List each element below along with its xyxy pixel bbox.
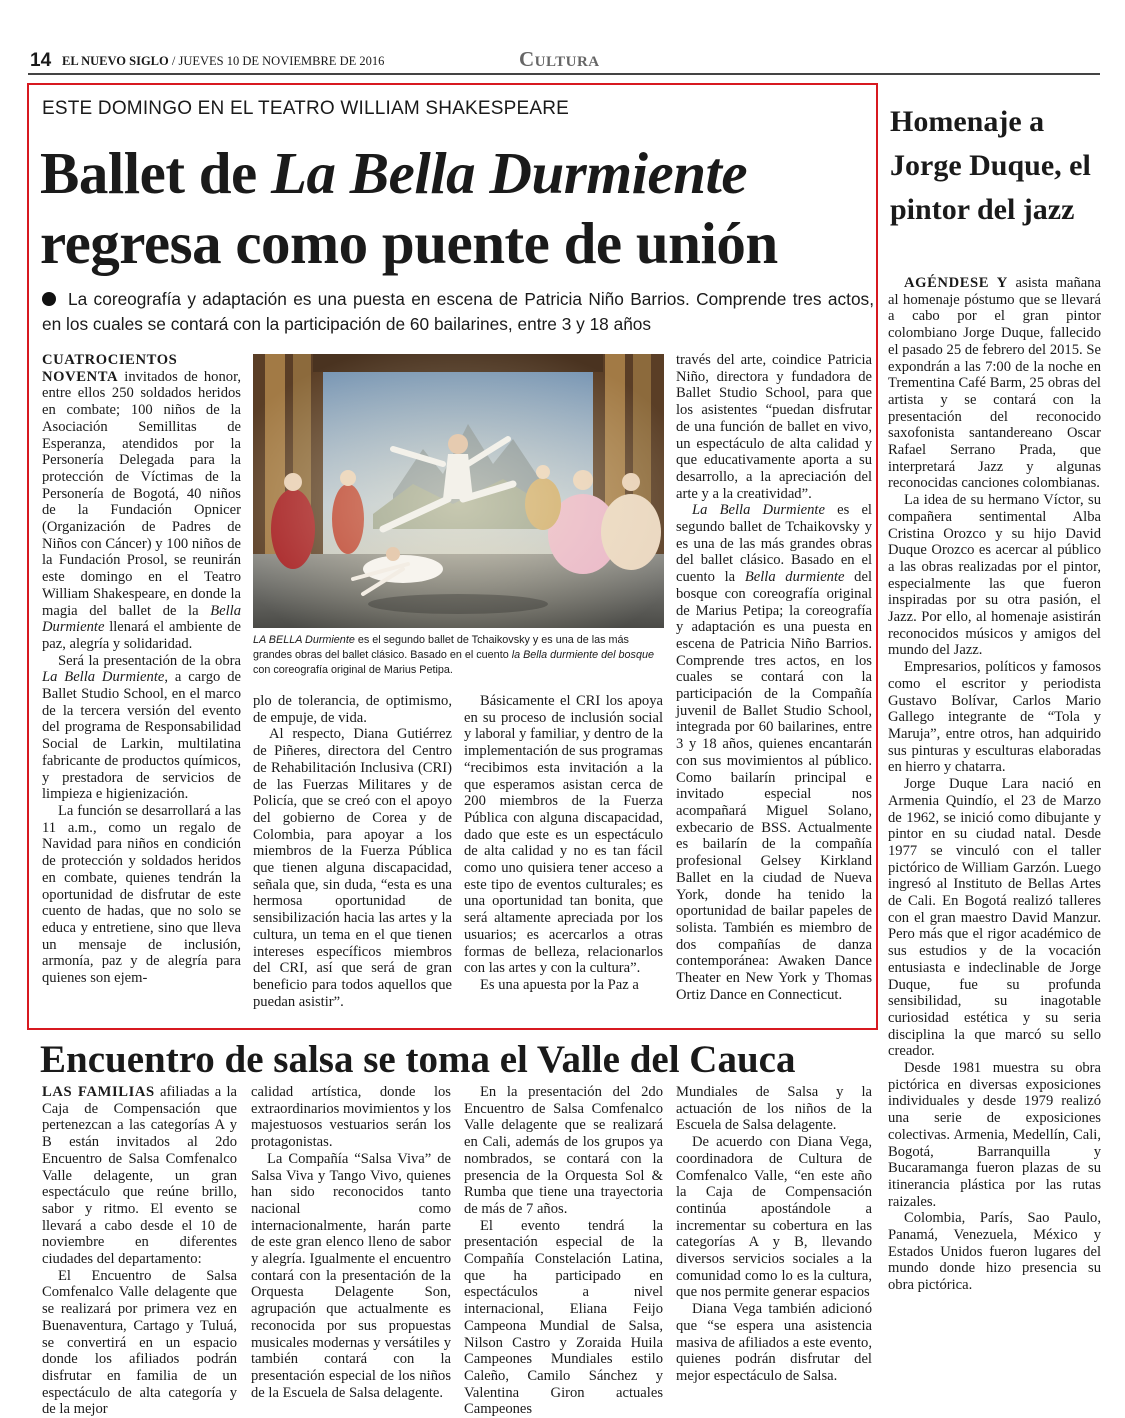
paragraph: Mundiales de Salsa y la actuación de los niños de la Escuela de Salsa delagente.	[676, 1084, 872, 1134]
paragraph: Jorge Duque Lara nació en Armenia Quindío, el 23 de Marzo de 1962, se inició como dibujante y pintor en su ciudad natal. Desde 1977 se vinculó con el taller pictórico de William Garzón. Luego ingresó al Instituto de Bellas Artes de Cali. En Bogotá realizó talleres con el gran maestro David Manzur. Pero más que el rigor académico de sus estudios y de la vocación entusiasta e indeclinable de Jorge Duque, fue su profunda sensibilidad, su inagotable curiosidad estética y su seria disciplina la que marcó su sello creador.	[888, 776, 1101, 1060]
publication-info	[62, 54, 384, 69]
italic-span: LA BELLA Durmiente	[253, 634, 355, 646]
text-span: llenará el ambiente de paz, alegría y solidaridad.	[42, 619, 241, 652]
text-span: del bosque con coreografía original de Marius Petipa; la coreografía y adaptación es una puesta en escena de Patricia Niño Barrios. Comprende tres actos, en los cuales se contará con la participación de la Compañía juvenil de Ballet Studio School, integrada por 60 bailarines, entre 3 y 18 años, quienes encantarán con sus movimientos al público. Como bailarín principal e invitado especial nos acompañará Miguel Solano, exbecario de BSS. Actualmente es bailarín de la compañía profesional Gelsey Kirkland Ballet en la ciudad de Nueva York, donde ha tenido la oportunidad de bailar papeles de solista. También es miembro de dos compañías de danza contemporánea: Awaken Dance Theater en New York y Thomas Ortiz Dance en Connecticut.	[676, 569, 873, 1003]
deck-text: La coreografía y adaptación es una puesta en escena de Patricia Niño Barrios. Comprende tres actos, en los cuales se contará con la participación de 60 bailarines, entre 3 y 18 años	[42, 289, 874, 334]
bottom-column-3	[464, 1084, 663, 1418]
text-span: es el segundo ballet de Tchaikovsky y es una de las más grandes obras del ballet clásico. Basado en el cuento la	[676, 502, 872, 586]
headline-part2: regresa como puente de unión	[40, 210, 778, 276]
paragraph: La función se desarrollará a las 11 a.m., como un regalo de Navidad para niños en condición de protección y soldados heridos en combate, quienes tendrán la oportunidad de disfrutar de este cuento de hadas, que no solo se educa y entretiene, sino que lleva un mensaje de inclusión, armonía, paz y de alegría para quienes son ejem-	[42, 802, 241, 987]
bottom-headline: Encuentro de salsa se toma el Valle del Cauca	[40, 1038, 796, 1081]
ballet-photo	[253, 354, 664, 628]
text-span: con coreografía original de Marius Petipa.	[253, 664, 453, 676]
text-span: es el segundo ballet de Tchaikovsky y es una de las más grandes obras del ballet clásico. Basado en el cuento	[253, 634, 629, 661]
main-column-2	[253, 693, 452, 1010]
masthead-rule	[28, 73, 1100, 75]
paragraph: Desde 1981 muestra su obra pictórica en diversas exposiciones individuales y desde 1979 realizó una serie de exposiciones colectivas. Armenia, Medellín, Cali, Bogotá, Barranquilla y Bucaramanga fueron plazas de su itinerancia plástica por las rutas raizales.	[888, 1060, 1101, 1210]
paragraph: calidad artística, donde los extraordinarios movimientos y los majestuosos vestuarios serán los protagonistas.	[251, 1084, 451, 1151]
paragraph	[676, 502, 872, 1003]
paragraph: Diana Vega también adicionó que “se espera una asistencia masiva de afiliados a este evento, quienes podrán disfrutar del mejor espectáculo de Salsa.	[676, 1301, 872, 1384]
main-column-3	[464, 693, 663, 994]
newspaper-name: EL NUEVO SIGLO	[62, 54, 169, 68]
sidebar-headline: Homenaje a Jorge Duque, el pintor del jazz	[890, 105, 1091, 226]
bullet-icon	[42, 292, 56, 306]
paragraph: Colombia, París, Sao Paulo, Panamá, Venezuela, México y Estados Unidos fueron lugares del mundo donde hizo presencia su obra pictórica.	[888, 1210, 1101, 1294]
paragraph	[42, 352, 241, 653]
bottom-column-1	[42, 1084, 237, 1418]
paragraph: De acuerdo con Diana Vega, coordinadora de Cultura de Comfenalco Valle, “en este año la Caja de Compensación continúa apostándole a incrementar su cobertura en las categorías A y B, llevando diversos servicios sociales a la comunidad como lo es la cultura, que nos permite generar espacios	[676, 1134, 872, 1301]
paragraph	[888, 275, 1101, 492]
paragraph: través del arte, coindice Patricia Niño, directora y fundadora de Ballet Studio School, para que los asistentes “puedan disfrutar de una función de ballet en vivo, un espectáculo de alta calidad y que educativamente aporta a su desarrollo, a la apreciación del arte y a la creatividad”.	[676, 352, 872, 502]
headline-part1: Ballet de	[40, 140, 271, 206]
italic-span: Bella durmiente	[744, 569, 845, 586]
paragraph: La Compañía “Salsa Viva” de Salsa Viva y Tango Vivo, quienes han sido reconocidos tanto nacional como internacionalmente, harán parte de este gran elenco lleno de sabor y alegría. Igualmente el encuentro contará con la presentación de la Orquesta Delagente Son, agrupación que actualmente es reconocida por sus propuestas musicales modernas y versátiles y también contará con la presentación especial de los niños de la Escuela de Salsa delagente.	[251, 1150, 451, 1401]
page-number: 14	[30, 50, 52, 71]
text-span: afiliadas a la Caja de Compensación que pertenezcan a las categorías A y B están invitados al 2do Encuentro de Salsa Comfenalco Valle delagente, un gran espectáculo que reúne brillo, sabor y ritmo. El evento se llevará a cabo desde el 10 de noviembre en diferentes ciudades del departamento:	[42, 1084, 237, 1268]
lead-words: CUATROCIENTOS NOVENTA	[42, 352, 178, 385]
text-span: Será la presentación de la obra	[58, 652, 241, 669]
paragraph: La idea de su hermano Víctor, su compañera sentimental Alba Cristina Orozco y su hijo David Duque Orozco es acercar al público a las obras realizadas por el pintor, especialmente las que fueron inspiradas por su otra pasión, el Jazz. Por ello, al homenaje asistirán reconocidos músicos y amigos del mundo del Jazz.	[888, 492, 1101, 659]
issue-date: / JUEVES 10 DE NOVIEMBRE DE 2016	[171, 54, 385, 68]
main-column-1	[42, 352, 241, 987]
lead-words: LAS FAMILIAS	[42, 1084, 155, 1100]
paragraph: plo de tolerancia, de optimismo, de empuje, de vida.	[253, 693, 452, 726]
headline-italic: La Bella Durmiente	[270, 140, 748, 206]
paragraph	[42, 653, 241, 803]
text-span: asista mañana al homenaje póstumo que se llevará a cabo por el gran pintor colombiano Jorge Duque, fallecido el pasado 25 de febrero del 2015. Se expondrán a las 7:00 de la noche en Trementina Café Barm, 25 obras del artista y se contará con la presentación del reconocido saxofonista santandereano Oscar Rafael Serrano Prada, que interpretará Jazz y algunas reconocidas canciones colombianas.	[888, 275, 1101, 492]
paragraph	[42, 1084, 237, 1268]
paragraph: El evento tendrá la presentación especial de la Compañía Constelación Latina, que ha participado en espectáculos a nivel internacional, Eliana Feijo Campeona Mundial de Salsa, Nilson Castro y Zoraida Huila Campeones Mundiales estilo Caleño, Camilo Sánchez y Valentina Giron actuales Campeones	[464, 1217, 663, 1418]
paragraph: En la presentación del 2do Encuentro de Salsa Comfenalco Valle delagente que se realizará en Cali, además de los grupos ya nombrados, se contará con la presencia de la Orquesta Sol & Rumba que tiene una trayectoria de más de 7 años.	[464, 1084, 663, 1217]
bottom-column-4	[676, 1084, 872, 1385]
section-title: Cultura	[519, 47, 600, 71]
article-deck	[42, 287, 874, 337]
italic-span: Bella Durmiente	[42, 602, 241, 636]
sidebar-column	[888, 275, 1101, 1294]
main-column-4	[676, 352, 872, 1003]
ballet-scene-image	[253, 354, 664, 628]
paragraph: Básicamente el CRI los apoya en su proceso de inclusión social y laboral y familiar, y dentro de la implementación de sus programas “recibimos esta invitación a la que esperamos asistan cerca de 200 miembros de la Fuerza Pública con alguna discapacidad, dado que este es un espectáculo de alta calidad y no es tan fácil como uno quisiera tener acceso a este tipo de eventos culturales; es una oportunidad tan bonita, que será altamente apreciada por los usuarios; es acercarlos a otras formas de belleza, relacionarlos con las artes y con la cultura”.	[464, 693, 663, 977]
italic-span: La Bella Durmiente	[692, 502, 825, 519]
italic-span: La Bella Durmiente	[42, 669, 165, 686]
bottom-column-2	[251, 1084, 451, 1401]
text-span: invitados de honor, entre ellos 250 soldados heridos en combate; 100 niños de la Asociación Semillitas de Esperanza, atendidos por la Personería Delegada para la protección de Víctimas de la Personería de Bogotá, 40 niños de la Fundación Opnicer (Organización de Padres de Niños con Cáncer) y 100 niños de la Fundación Prosol, se reunirán este domingo en el Teatro William Shakespeare, en donde la magia del ballet de la	[42, 368, 241, 619]
italic-span: la Bella durmiente del bosque	[511, 649, 654, 661]
text-span: , a cargo de Ballet Studio School, en el marco de la tercera versión del evento del programa de Responsabilidad Social de Larkin, multilatina fabricante de productos químicos, y prestadora de servicios de limpieza e higienización.	[42, 669, 241, 803]
article-kicker: ESTE DOMINGO EN EL TEATRO WILLIAM SHAKESPEARE	[42, 98, 570, 119]
paragraph: Empresarios, políticos y famosos como el escritor y periodista Gustavo Bolívar, Carlos Mario Gallego integrante de “Tola y Maruja”, entre otros, han adquirido sus pinturas y esculturas elaboradas en hierro y chatarra.	[888, 659, 1101, 776]
paragraph: Al respecto, Diana Gutiérrez de Piñeres, directora del Centro de Rehabilitación Inclusiva (CRI) de las Fuerzas Militares y de Policía, que se creó con el apoyo del gobierno de Corea y de Colombia, para apoyar a los miembros de la Fuerza Pública que tienen alguna discapacidad, señala que, sin duda, “esta es una hermosa oportunidad de sensibilización hacia las artes y la cultura, un tema en el que tienen intereses específicos miembros del CRI, así que será de gran beneficio para todos aquellos que puedan asistir”.	[253, 726, 452, 1010]
article-headline	[40, 138, 870, 278]
photo-caption	[253, 633, 664, 678]
paragraph: Es una apuesta por la Paz a	[480, 976, 639, 993]
lead-words: AGÉNDESE Y	[904, 275, 1008, 291]
paragraph: El Encuentro de Salsa Comfenalco Valle delagente que se realizará por primera vez en Buenaventura, Cartago y Tuluá, se convertirá en un espacio donde los afiliados podrán disfrutar en familia de un espectáculo de alta categoría y de la mejor	[42, 1267, 237, 1418]
